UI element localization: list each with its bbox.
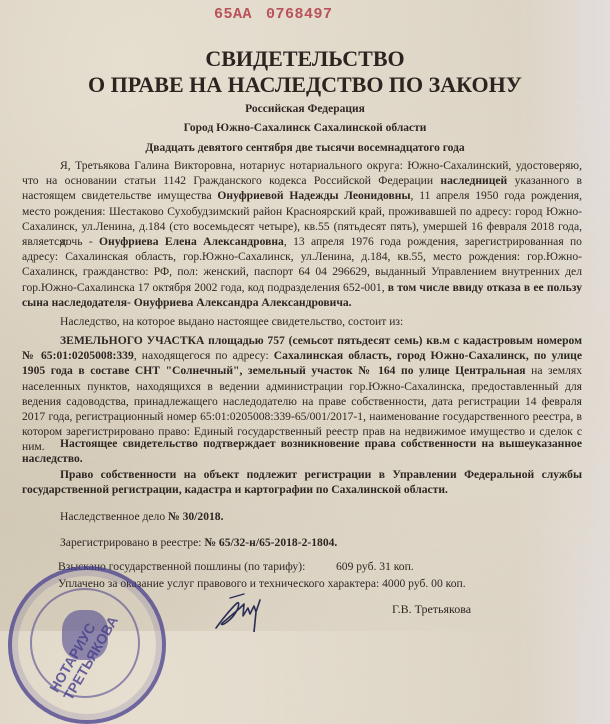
paragraph-confirmation: Настоящее свидетельство подтверждает возникновение права собственности на вышеуказанное наследство. — [22, 437, 582, 466]
notary-signature-name: Г.В. Третьякова — [392, 602, 472, 616]
paragraph-heir: дочь - Онуфриева Елена Александровна, 13 апреля 1976 года рождения, зарегистрированная по адресу: Сахалинская область, гор.Южно-Сахалинск, ул.Ленина, д.184, кв.55, место рождения: гор.Южно-Сахалинск, гражданство: РФ, пол: женский, паспорт 64 04 296629, выданный Управлением внутренних дел гор.Южно-Сахалинска 17 октября 2002 года, код подразделения 652-001, в том числе ввиду отказа в ее пользу сына наследодателя- Онуфриева Александра Александровича. — [22, 235, 582, 309]
state-duty-amount: 609 руб. 31 коп. — [336, 560, 414, 573]
serial-series: 65АА — [214, 6, 253, 23]
inheritance-case: Наследственное дело № 30/2018. — [60, 510, 224, 523]
paragraph-inheritance-intro: Наследство, на которое выдано настоящее свидетельство, состоит из: — [60, 315, 404, 328]
title-line-2: О ПРАВЕ НА НАСЛЕДСТВО ПО ЗАКОНУ — [88, 72, 522, 97]
date-header: Двадцать девятого сентября две тысячи восемнадцатого года — [145, 142, 465, 154]
signature-icon — [210, 590, 270, 632]
document-title — [0, 46, 610, 98]
city-header: Город Южно-Сахалинск Сахалинской области — [183, 122, 427, 134]
paragraph-land-plot: ЗЕМЕЛЬНОГО УЧАСТКА площадью 757 (семьсот пятьдесят семь) кв.м с кадастровым номером № 65:01:0205008:339, находящегося по адресу: Сахалинская область, город Южно-Сахалинск, по улице 1905 года в составе СНТ "Солнечный", земельный участок № 164 по улице Центральная на землях населенных пунктов, находящихся в ведении администрации гор.Южно-Сахалинска, предоставленный для ведения садоводства, принадлежащего наследодателю на праве собственности, дата регистрации 14 февраля 2017 года, регистрационный номер 65:01:0205008:339-65/001/2017-1, наименование государственного реестра, в котором зарегистрировано право: Единый государственный реестр прав на недвижимое имущество и сделок с ним. — [22, 334, 583, 454]
paragraph-registration-requirement: Право собственности на объект подлежит регистрации в Управлении Федеральной службы государственной регистрации, кадастра и картографии по Сахалинской области. — [22, 468, 582, 497]
notary-seal-stamp — [8, 566, 166, 724]
stamp-label: НОТАРИУС ТРЕТЬЯКОВА — [46, 613, 122, 703]
serial-number: 0768497 — [266, 6, 333, 23]
paragraph-notary-statement: Я, Третьякова Галина Викторовна, нотариус нотариального округа: Южно-Сахалинский, удостоверяю, что на основании статьи 1142 Гражданского кодекса Российской Федерации наследницей указанного в настоящем свидетельстве имущества Онуфриевой Надежды Леонидовны, 11 апреля 1950 года рождения, место рождения: Шестаково Сухобудзимский район Красноярский край, проживавшей по адресу: город Южно-Сахалинск, ул.Ленина, д.184 (сто восемьдесят четыре), кв.55 (пятьдесят пять), умершей 16 февраля 2018 года, является: — [22, 159, 582, 249]
state-duty-line: Взыскано государственной пошлины (по тарифу): — [58, 560, 306, 573]
registry-entry: Зарегистрировано в реестре: № 65/32-н/65-2018-2-1804. — [60, 536, 338, 549]
country-header: Российская Федерация — [245, 103, 365, 115]
title-line-1: СВИДЕТЕЛЬСТВО — [205, 46, 405, 71]
service-fee-line: Уплачено за оказание услуг правового и технического характера: 4000 руб. 00 коп. — [58, 577, 466, 590]
heir-name: Онуфриева Елена Александровна — [99, 235, 284, 248]
decedent-name: Онуфриевой Надежды Леонидовны — [217, 189, 411, 203]
certificate-serial-number — [214, 6, 333, 23]
